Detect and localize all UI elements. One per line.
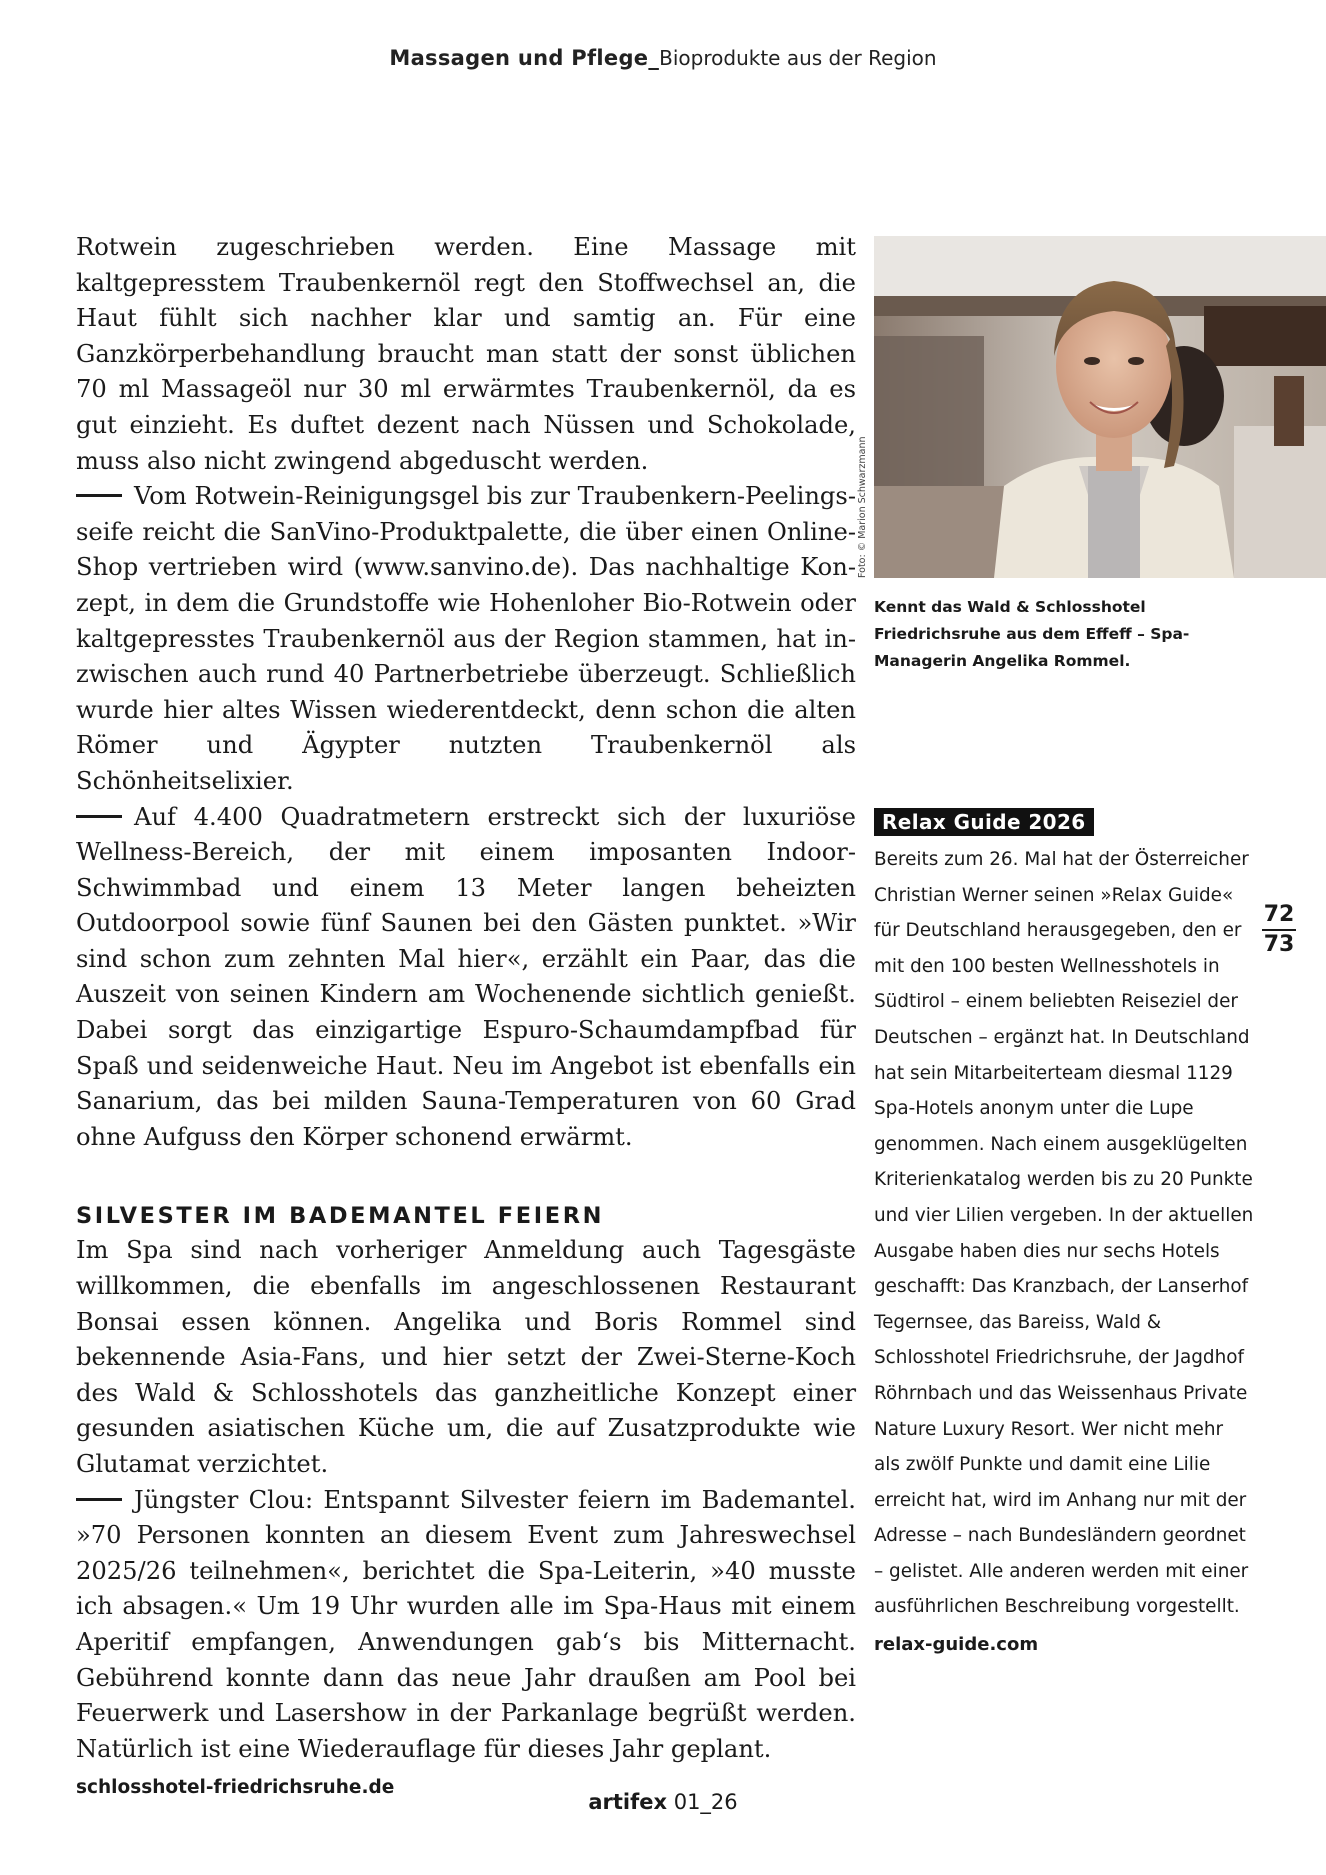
- magazine-brand: artifex: [588, 1790, 668, 1814]
- article-paragraph: Auf 4.400 Quadratmetern erstreckt sich der luxuriöse Wellness-Bereich, der mit einem imposanten Indoor-Schwimmbad und einem 13 Meter langen beheizten Outdoorpool sowie fünf Saunen bei den Gästen punktet. »Wir sind schon zum zehnten Mal hier«, erzählt ein Paar, das die Auszeit von seinen Kindern am Wochenende sichtlich genießt. Dabei sorgt das einzigartige Espuro-Schaumdampfbad für Spaß und seidenweiche Haut. Neu im Angebot ist ebenfalls ein Sanarium, das bei milden Sauna-Temperaturen von 60 Grad ohne Aufguss den Körper schonend erwärmt.: [76, 802, 856, 1151]
- article-paragraph: Im Spa sind nach vorheriger Anmeldung auch Tagesgäste willkommen, die ebenfalls im angeschlossenen Restaurant Bonsai essen können. Angelika und Boris Rommel sind bekennende Asia-Fans, und hier setzt der Zwei-Sterne-Koch des Wald & Schlosshotels das ganzheitliche Konzept einer gesunden asiatischen Küche um, die auf Zusatzprodukte wie Glutamat verzichtet.: [76, 1236, 856, 1478]
- sidebar-title: Relax Guide 2026: [874, 808, 1094, 836]
- article-paragraph: Vom Rotwein-Reinigungsgel bis zur Traubenkern-Peelingsseife reicht die SanVino-Produktpalette, die über einen Online-Shop vertrieben wird (www.sanvino.de). Das nachhaltige Konzept, in dem die Grundstoffe wie Hohenloher Bio-Rotwein oder kaltgepresstes Traubenkernöl aus der Region stammen, hat inzwischen auch rund 40 Partnerbetriebe überzeugt. Schließlich wurde hier altes Wissen wiederentdeckt, denn schon die alten Römer und Ägypter nutzten Traubenkernöl als Schönheitselixier.: [76, 482, 856, 795]
- paragraph-dash: [76, 815, 122, 818]
- article-body: [76, 230, 856, 1803]
- issue-number: 01_26: [667, 1790, 738, 1814]
- relax-guide-box: [874, 806, 1254, 1663]
- section-heading: SILVESTER IM BADEMANTEL FEIERN: [76, 1203, 605, 1230]
- article-paragraph: Rotwein zugeschrieben werden. Eine Massage mit kaltgepresstem Traubenkernöl regt den Stoffwechsel an, die Haut fühlt sich nachher klar und samtig an. Für eine Ganzkörperbehandlung braucht man statt der sonst üblichen 70 ml Massageöl nur 30 ml erwärmtes Traubenkernöl, da es gut einzieht. Es duftet dezent nach Nüssen und Schokolade, muss also nicht zwingend abgeduscht werden.: [76, 233, 856, 475]
- portrait-photo: [874, 236, 1326, 578]
- section-title: Massagen und Pflege_: [389, 46, 660, 70]
- footer: [0, 1790, 1326, 1814]
- photo-caption: Kennt das Wald & Schlosshotel Friedrichsruhe aus dem Effeff – Spa-Managerin Angelika Rommel.: [874, 598, 1190, 670]
- page-number-right: 73: [1263, 932, 1295, 957]
- page-numbers: [1262, 902, 1296, 958]
- sidebar-text: Bereits zum 26. Mal hat der Österreicher Christian Werner seinen »Relax Guide« für Deutschland herausgegeben, den er mit den 100 besten Wellnesshotels in Südtirol – einem beliebten Reiseziel der Deutschen – ergänzt hat. In Deutschland hat sein Mitarbeiterteam diesmal 1129 Spa-Hotels anonym unter die Lupe genommen. Nach einem ausgeklügelten Kriterienkatalog werden bis zu 20 Punkte und vier Lilien vergeben. In der aktuellen Ausgabe haben dies nur sechs Hotels geschafft: Das Kranzbach, der Lanserhof Tegernsee, das Bareiss, Wald & Schlosshotel Friedrichsruhe, der Jagdhof Röhrnbach und das Weissenhaus Private Nature Luxury Resort. Wer nicht mehr als zwölf Punkte und damit eine Lilie erreicht hat, wird im Anhang nur mit der Adresse – nach Bundesländern geordnet – gelistet. Alle anderen werden mit einer ausführlichen Beschreibung vorgestellt.: [874, 849, 1254, 1618]
- page-number-divider: [1262, 929, 1296, 931]
- section-subtitle: Bioprodukte aus der Region: [659, 46, 937, 70]
- running-head: [0, 46, 1326, 70]
- paragraph-dash: [76, 1498, 122, 1501]
- hotel-website-link[interactable]: schlosshotel-friedrichsruhe.de: [76, 1777, 395, 1799]
- photo-credit: Foto: © Marion Schwarzmann: [857, 436, 868, 578]
- article-paragraph: Jüngster Clou: Entspannt Silvester feiern im Bademantel. »70 Personen konnten an diesem Event zum Jahreswechsel 2025/26 teilnehmen«, berichtet die Spa-Leiterin, »40 musste ich absagen.« Um 19 Uhr wurden alle im Spa-Haus mit einem Aperitif empfangen, Anwendungen gab‘s bis Mitternacht. Gebührend konnte dann das neue Jahr draußen am Pool bei Feuerwerk und Lasershow in der Parkanlage begrüßt werden. Natürlich ist eine Wiederauflage für dieses Jahr geplant.: [76, 1485, 856, 1763]
- relax-guide-link[interactable]: relax-guide.com: [874, 1634, 1039, 1656]
- paragraph-dash: [76, 494, 122, 497]
- page-number-left: 72: [1263, 902, 1295, 927]
